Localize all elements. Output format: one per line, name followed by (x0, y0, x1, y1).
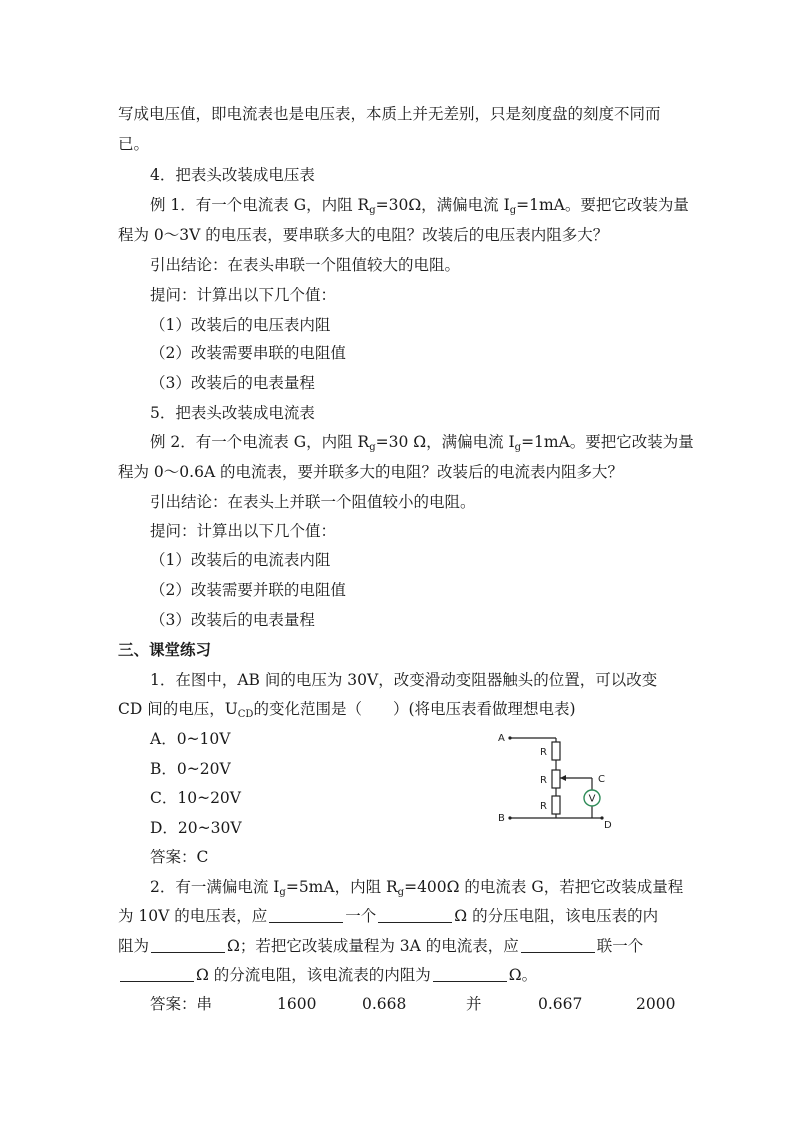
list-item: （1）改装后的电压表内阻 (150, 316, 331, 334)
option-d: D．20~30V (150, 819, 242, 837)
list-item: （2）改装需要串联的电阻值 (150, 344, 346, 362)
resistor (552, 770, 560, 788)
answer-cell: 0.668 (362, 995, 407, 1013)
resistor (552, 796, 560, 814)
question-text: 阻为 Ω；若把它改装成量程为 3A 的电流表，应 联一个 (118, 937, 644, 955)
answer-line: 答案：C (150, 848, 209, 866)
slider-arrow-icon (560, 775, 566, 781)
answer-blank[interactable] (151, 936, 225, 953)
terminal-a (508, 736, 511, 739)
question-text: CD 间的电压，$U_{CD}$的变化范围是（ ）(将电压表看做理想电表) (118, 700, 576, 720)
terminal-b (508, 816, 511, 819)
question-text: 1．在图中，AB 间的电压为 30V，改变滑动变阻器触头的位置，可以改变 (150, 671, 658, 689)
conclusion-line: 引出结论：在表头串联一个阻值较大的电阻。 (150, 256, 461, 274)
answer-blank[interactable] (521, 936, 595, 953)
answer-cell: 1600 (277, 995, 317, 1013)
example-line: 程为 0～3V 的电压表，要串联多大的电阻？改装后的电压表内阻多大？ (118, 226, 609, 244)
answer-blank[interactable] (378, 906, 452, 923)
resistor-label: R (540, 801, 547, 812)
circuit-diagram (490, 726, 630, 830)
label-b: B (498, 813, 505, 824)
section-heading: 4．把表头改装成电压表 (150, 166, 315, 184)
answer-blank[interactable] (120, 965, 194, 982)
list-item: （3）改装后的电表量程 (150, 374, 315, 392)
conclusion-line: 引出结论：在表头上并联一个阻值较小的电阻。 (150, 493, 476, 511)
voltmeter-label: V (588, 793, 596, 805)
section-heading: 三、课堂练习 (118, 640, 212, 659)
answer-blank[interactable] (269, 906, 343, 923)
paragraph-line: 已。 (118, 135, 150, 153)
answer-cell: 答案：串 (150, 995, 213, 1013)
answer-blank[interactable] (433, 965, 507, 982)
list-item: （1）改装后的电流表内阻 (150, 551, 331, 569)
answer-cell: 2000 (636, 995, 676, 1013)
label-d: D (604, 820, 612, 830)
option-c: C．10~20V (150, 789, 241, 807)
label-c: C (598, 774, 605, 785)
option-a: A．0~10V (150, 730, 231, 748)
question-text: Ω 的分流电阻，该电流表的内阻为 Ω。 (118, 964, 537, 986)
question-text: 为 10V 的电压表，应 一个 Ω 的分压电阻，该电压表的内 (118, 907, 659, 925)
example-line: 例 2．有一个电流表 G，内阻 $R_g=30$ Ω，满偏电流 $I_g=1mA$。要把它改装为量 (150, 433, 694, 453)
option-b: B．0~20V (150, 760, 231, 778)
resistor (552, 742, 560, 760)
example-line: 例 1．有一个电流表 G，内阻 $R_g=30\Omega$，满偏电流 $I_g=1mA$。要把它改装为量 (150, 196, 689, 216)
paragraph-line: 写成电压值，即电流表也是电压表，本质上并无差别，只是刻度盘的刻度不同而 (118, 105, 661, 123)
example-line: 程为 0～0.6A 的电流表，要并联多大的电阻？改装后的电流表内阻多大？ (118, 463, 624, 481)
label-a: A (498, 733, 505, 744)
question-line: 提问：计算出以下几个值： (150, 286, 337, 304)
answer-cell: 0.667 (538, 995, 583, 1013)
resistor-label: R (540, 747, 547, 758)
list-item: （2）改装需要并联的电阻值 (150, 581, 346, 599)
answer-cell: 并 (466, 995, 482, 1013)
resistor-label: R (540, 775, 547, 786)
question-text: 2．有一满偏电流 $I_g=5mA$，内阻 $R_g=400\Omega$ 的电流表 G，若把它改装成量程 (150, 878, 684, 898)
section-heading: 5．把表头改装成电流表 (150, 404, 315, 422)
question-line: 提问：计算出以下几个值： (150, 522, 337, 540)
list-item: （3）改装后的电表量程 (150, 611, 315, 629)
